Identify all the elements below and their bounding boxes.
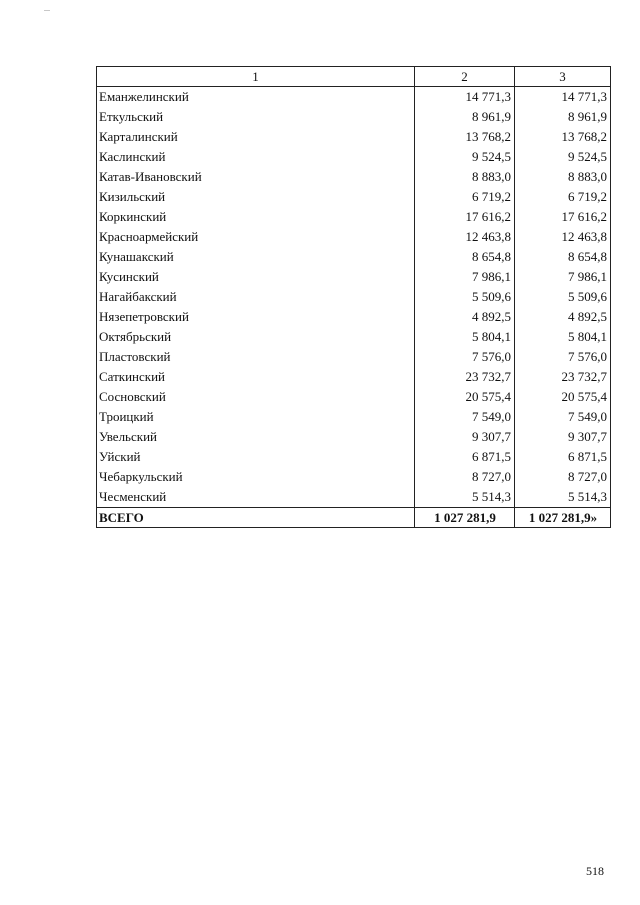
value-2-cell: 20 575,4 [415, 387, 515, 407]
value-2-cell: 9 307,7 [415, 427, 515, 447]
district-name-cell: Уйский [97, 447, 415, 467]
value-2-cell: 23 732,7 [415, 367, 515, 387]
value-2-cell: 7 986,1 [415, 267, 515, 287]
table-row [97, 427, 611, 447]
total-value-3: 1 027 281,9» [515, 508, 611, 528]
district-name-cell: Нязепетровский [97, 307, 415, 327]
district-name-cell: Катав-Ивановский [97, 167, 415, 187]
value-3-cell: 14 771,3 [515, 87, 611, 108]
table-row [97, 327, 611, 347]
district-name-cell: Кунашакский [97, 247, 415, 267]
value-2-cell: 7 576,0 [415, 347, 515, 367]
value-2-cell: 4 892,5 [415, 307, 515, 327]
value-2-cell: 12 463,8 [415, 227, 515, 247]
value-3-cell: 7 576,0 [515, 347, 611, 367]
table-body [97, 87, 611, 508]
table-row [97, 407, 611, 427]
column-header-1: 1 [97, 67, 415, 87]
table-row [97, 127, 611, 147]
table-row [97, 307, 611, 327]
value-3-cell: 8 654,8 [515, 247, 611, 267]
table-row [97, 107, 611, 127]
scan-mark [44, 10, 50, 11]
value-2-cell: 5 509,6 [415, 287, 515, 307]
table-row [97, 347, 611, 367]
page-number: 518 [586, 864, 604, 878]
value-3-cell: 7 986,1 [515, 267, 611, 287]
value-3-cell: 13 768,2 [515, 127, 611, 147]
value-3-cell: 8 727,0 [515, 467, 611, 487]
value-2-cell: 9 524,5 [415, 147, 515, 167]
column-header-3: 3 [515, 67, 611, 87]
value-2-cell: 7 549,0 [415, 407, 515, 427]
value-3-cell: 8 883,0 [515, 167, 611, 187]
district-name-cell: Троицкий [97, 407, 415, 427]
value-3-cell: 12 463,8 [515, 227, 611, 247]
value-2-cell: 8 654,8 [415, 247, 515, 267]
value-2-cell: 8 883,0 [415, 167, 515, 187]
value-3-cell: 9 307,7 [515, 427, 611, 447]
table-row [97, 207, 611, 227]
district-name-cell: Кусинский [97, 267, 415, 287]
value-3-cell: 7 549,0 [515, 407, 611, 427]
district-name-cell: Каслинский [97, 147, 415, 167]
header-row [97, 67, 611, 87]
value-2-cell: 13 768,2 [415, 127, 515, 147]
value-2-cell: 17 616,2 [415, 207, 515, 227]
table-row [97, 467, 611, 487]
district-name-cell: Коркинский [97, 207, 415, 227]
value-2-cell: 14 771,3 [415, 87, 515, 108]
total-value-2: 1 027 281,9 [415, 508, 515, 528]
value-3-cell: 23 732,7 [515, 367, 611, 387]
table-row [97, 87, 611, 108]
table-row [97, 487, 611, 508]
value-2-cell: 5 514,3 [415, 487, 515, 508]
district-name-cell: Кизильский [97, 187, 415, 207]
table-row [97, 247, 611, 267]
value-2-cell: 6 871,5 [415, 447, 515, 467]
value-2-cell: 5 804,1 [415, 327, 515, 347]
district-name-cell: Октябрьский [97, 327, 415, 347]
district-name-cell: Нагайбакский [97, 287, 415, 307]
table-row [97, 187, 611, 207]
district-name-cell: Еткульский [97, 107, 415, 127]
table-row [97, 387, 611, 407]
table-row [97, 267, 611, 287]
value-3-cell: 6 871,5 [515, 447, 611, 467]
column-header-2: 2 [415, 67, 515, 87]
table-row [97, 147, 611, 167]
district-name-cell: Сосновский [97, 387, 415, 407]
value-3-cell: 8 961,9 [515, 107, 611, 127]
value-3-cell: 5 514,3 [515, 487, 611, 508]
table-row [97, 167, 611, 187]
value-3-cell: 17 616,2 [515, 207, 611, 227]
table-row [97, 447, 611, 467]
district-name-cell: Чебаркульский [97, 467, 415, 487]
value-3-cell: 5 509,6 [515, 287, 611, 307]
table-row [97, 287, 611, 307]
value-3-cell: 9 524,5 [515, 147, 611, 167]
table-row [97, 367, 611, 387]
table-row [97, 227, 611, 247]
value-3-cell: 5 804,1 [515, 327, 611, 347]
value-3-cell: 4 892,5 [515, 307, 611, 327]
total-row [97, 508, 611, 528]
district-name-cell: Карталинский [97, 127, 415, 147]
value-3-cell: 20 575,4 [515, 387, 611, 407]
value-2-cell: 6 719,2 [415, 187, 515, 207]
district-name-cell: Еманжелинский [97, 87, 415, 108]
value-2-cell: 8 727,0 [415, 467, 515, 487]
total-label: ВСЕГО [97, 508, 415, 528]
district-name-cell: Увельский [97, 427, 415, 447]
budget-table [96, 66, 611, 528]
value-2-cell: 8 961,9 [415, 107, 515, 127]
district-name-cell: Саткинский [97, 367, 415, 387]
district-name-cell: Чесменский [97, 487, 415, 508]
district-name-cell: Пластовский [97, 347, 415, 367]
district-name-cell: Красноармейский [97, 227, 415, 247]
value-3-cell: 6 719,2 [515, 187, 611, 207]
